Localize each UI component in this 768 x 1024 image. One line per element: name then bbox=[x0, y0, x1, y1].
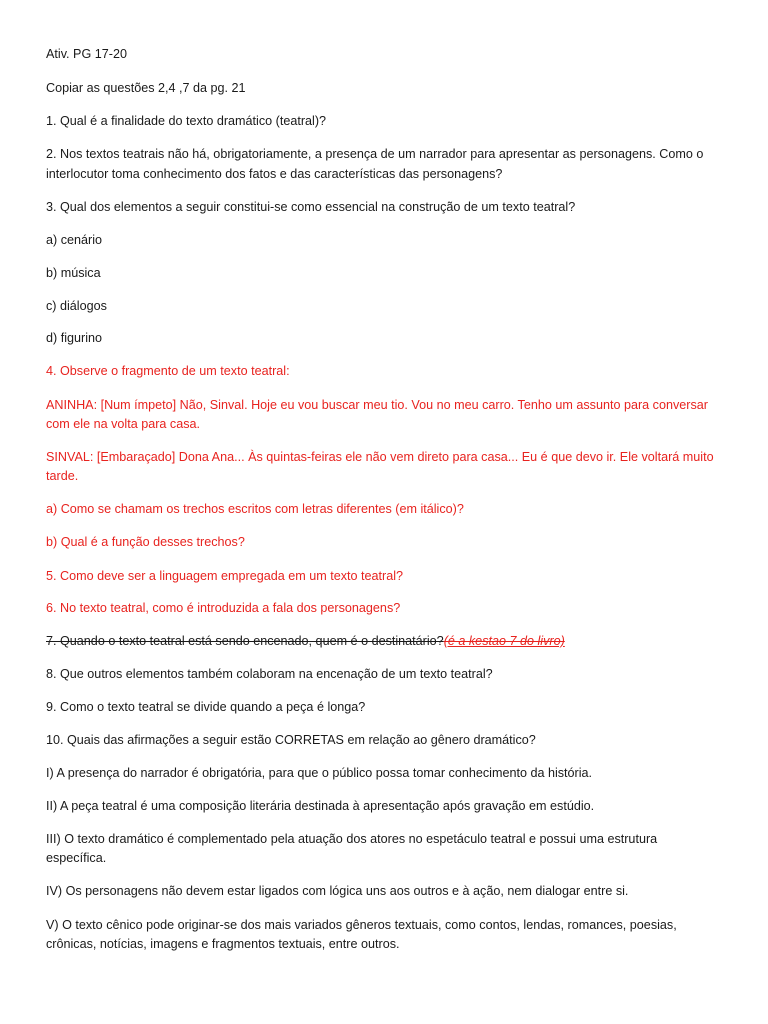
question-2-line-1: 2. Nos textos teatrais não há, obrigatoriamente, a presença de um narrador para apresentar as personagens. Como o bbox=[46, 147, 704, 161]
statement-iii-line-1: III) O texto dramático é complementado pela atuação dos atores no espetáculo teatral e possui uma estrutura bbox=[46, 832, 658, 846]
fragment-aninha-line-1: ANINHA: [Num ímpeto] Não, Sinval. Hoje eu vou buscar meu tio. Vou no meu carro. Tenho um assunto para conversar bbox=[46, 398, 708, 412]
option-a: a) cenário bbox=[46, 233, 103, 247]
question-1: 1. Qual é a finalidade do texto dramático (teatral)? bbox=[46, 114, 327, 128]
question-6: 6. No texto teatral, como é introduzida a fala dos personagens? bbox=[46, 601, 401, 615]
statement-i: I) A presença do narrador é obrigatória, para que o público possa tomar conhecimento da história. bbox=[46, 766, 593, 780]
question-4: 4. Observe o fragmento de um texto teatral: bbox=[46, 364, 290, 378]
question-5: 5. Como deve ser a linguagem empregada em um texto teatral? bbox=[46, 569, 404, 583]
question-2-line-2: interlocutor toma conhecimento dos fatos e das características das personagens? bbox=[46, 167, 503, 181]
fragment-sinval-line-2: tarde. bbox=[46, 469, 79, 483]
option-d: d) figurino bbox=[46, 331, 103, 345]
question-3: 3. Qual dos elementos a seguir constitui-se como essencial na construção de um texto teatral? bbox=[46, 200, 576, 214]
question-10: 10. Quais das afirmações a seguir estão CORRETAS em relação ao gênero dramático? bbox=[46, 733, 536, 747]
option-b: b) música bbox=[46, 266, 101, 280]
statement-ii: II) A peça teatral é uma composição literária destinada à apresentação após gravação em estúdio. bbox=[46, 799, 595, 813]
statement-iv: IV) Os personagens não devem estar ligados com lógica uns aos outros e à ação, nem dialogar entre si. bbox=[46, 884, 629, 898]
question-7 bbox=[46, 631, 726, 651]
option-c: c) diálogos bbox=[46, 299, 107, 313]
statement-iii-line-2: específica. bbox=[46, 851, 107, 865]
question-9: 9. Como o texto teatral se divide quando a peça é longa? bbox=[46, 700, 366, 714]
statement-v-line-2: crônicas, notícias, imagens e fragmentos textuais, entre outros. bbox=[46, 937, 400, 951]
fragment-sinval-line-1: SINVAL: [Embaraçado] Dona Ana... Às quintas-feiras ele não vem direto para casa... Eu é que devo ir. Ele voltará muito bbox=[46, 450, 714, 464]
heading-activity: Ativ. PG 17-20 bbox=[46, 47, 127, 61]
statement-v-line-1: V) O texto cênico pode originar-se dos mais variados gêneros textuais, como contos, lendas, romances, poesias, bbox=[46, 918, 677, 932]
question-4a: a) Como se chamam os trechos escritos com letras diferentes (em itálico)? bbox=[46, 502, 464, 516]
instruction-copy: Copiar as questões 2,4 ,7 da pg. 21 bbox=[46, 81, 246, 95]
fragment-aninha-line-2: com ele na volta para casa. bbox=[46, 417, 201, 431]
question-7-note: (é a kestao 7 do livro) bbox=[443, 634, 565, 648]
question-4b: b) Qual é a função desses trechos? bbox=[46, 535, 245, 549]
question-8: 8. Que outros elementos também colaboram na encenação de um texto teatral? bbox=[46, 667, 493, 681]
question-7-text: 7. Quando o texto teatral está sendo encenado, quem é o destinatário? bbox=[46, 634, 444, 648]
